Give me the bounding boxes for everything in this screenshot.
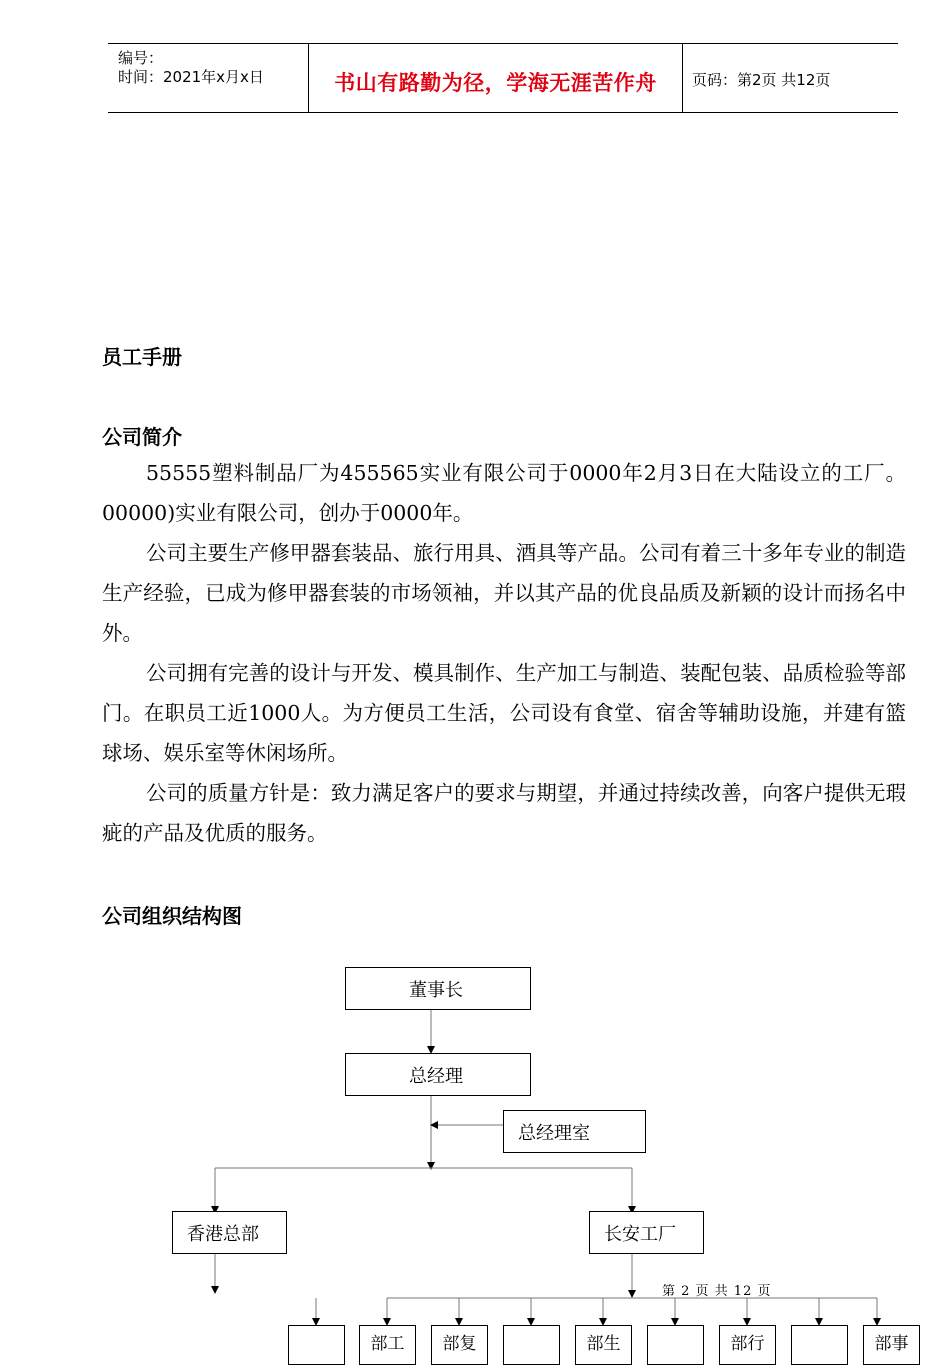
intro-paragraph-2: 公司主要生产修甲器套装品、旅行用具、酒具等产品。公司有着三十多年专业的制造生产经验，已成为修甲器套装的市场领袖，并以其产品的优良品质及新颖的设计而扬名中外。 (102, 541, 906, 645)
document-title: 员工手册 (102, 345, 182, 369)
org-node-chairman (345, 967, 531, 1010)
header-page-info: 页码：第2页 共12页 (692, 71, 831, 89)
page-footer: 第 2 页 共 12 页 (662, 1284, 772, 1299)
time-label: 时间：2021年x月x日 (118, 68, 264, 86)
org-dept-9: 部事 (863, 1325, 920, 1365)
org-dept-7: 部行 (719, 1325, 776, 1365)
org-node-general-manager (345, 1053, 531, 1096)
org-node-gm-office (503, 1110, 646, 1153)
org-node-hk-headquarters (172, 1211, 287, 1254)
header-motto: 书山有路勤为径，学海无涯苦作舟 (334, 71, 657, 95)
org-node-hk-headquarters-label: 香港总部 (187, 1224, 259, 1245)
intro-heading: 公司简介 (102, 425, 182, 449)
org-node-changan-factory-label: 长安工厂 (604, 1224, 676, 1245)
org-dept-4 (503, 1325, 560, 1365)
org-node-gm-office-label: 总经理室 (518, 1123, 590, 1144)
intro-paragraph-4: 公司的质量方针是：致力满足客户的要求与期望，并通过持续改善，向客户提供无瑕疵的产品及优质的服务。 (102, 781, 906, 845)
org-node-changan-factory (589, 1211, 704, 1254)
org-dept-6 (647, 1325, 704, 1365)
org-dept-8 (791, 1325, 848, 1365)
org-dept-5: 部生 (575, 1325, 632, 1365)
org-node-chairman-label: 董事长 (409, 980, 463, 1001)
org-node-general-manager-label: 总经理 (409, 1066, 463, 1087)
org-dept-2: 部工 (359, 1325, 416, 1365)
org-chart-heading: 公司组织结构图 (102, 904, 242, 928)
org-dept-3: 部复 (431, 1325, 488, 1365)
intro-paragraph-1: 55555塑料制品厂为455565实业有限公司于0000年2月3日在大陆设立的工厂。00000)实业有限公司，创办于0000年。 (102, 461, 906, 525)
number-label: 编号： (118, 49, 164, 67)
org-dept-1 (288, 1325, 345, 1365)
intro-paragraph-3: 公司拥有完善的设计与开发、模具制作、生产加工与制造、装配包装、品质检验等部门。在职员工近1000人。为方便员工生活，公司设有食堂、宿舍等辅助设施，并建有篮球场、娱乐室等休闲场所。 (102, 661, 906, 765)
